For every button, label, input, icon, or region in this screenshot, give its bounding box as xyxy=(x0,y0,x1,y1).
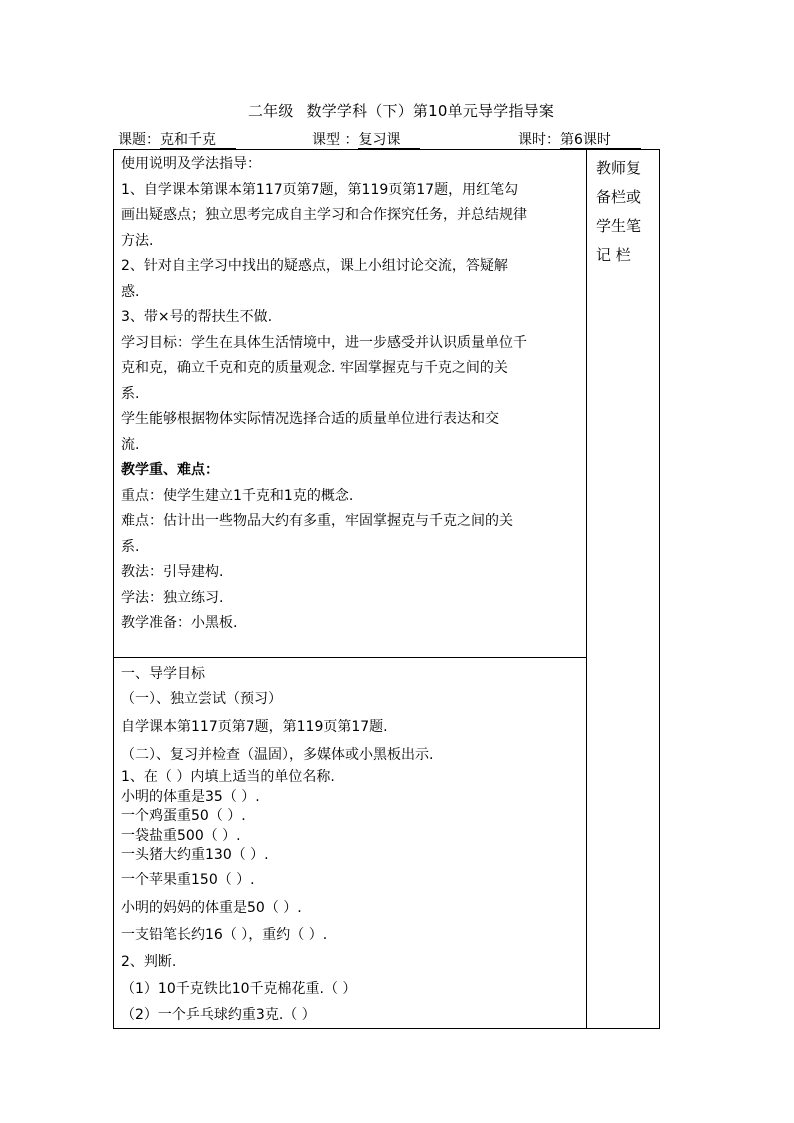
text-line: 惑. xyxy=(121,283,140,300)
document-title xyxy=(0,101,794,121)
text-line: 学习目标：学生在具体生活情境中，进一步感受并认识质量单位千 xyxy=(121,334,527,351)
text-line: 教法：引导建构. xyxy=(121,564,224,580)
text-line: 1、在（ ）内填上适当的单位名称. xyxy=(121,769,335,785)
text-line: 自学课本第117页第7题，第119页第17题. xyxy=(121,719,388,735)
text-line: 2、判断. xyxy=(121,953,177,970)
text-line: 方法. xyxy=(121,232,154,249)
text-line: 难点：估计出一些物品大约有多重，牢固掌握克与千克之间的关 xyxy=(121,513,513,529)
text-line: 一袋盐重500（ ）. xyxy=(121,827,241,844)
key-points-heading: 教学重、难点： xyxy=(121,462,219,478)
lesson-type-value: 复习课 xyxy=(358,132,420,149)
text-line: 1、自学课本第课本第117页第7题，第119页第17题，用红笔勾 xyxy=(121,181,519,198)
text-line: 系. xyxy=(121,538,140,555)
text-line: 小明的妈妈的体重是50（ ）. xyxy=(121,899,302,916)
exercises-row xyxy=(114,658,660,1029)
guide-table xyxy=(113,149,660,1029)
text-line: 流. xyxy=(121,436,140,453)
lesson-period-value: 第6课时 xyxy=(560,132,641,149)
instructions-row xyxy=(114,150,660,658)
instructions-cell xyxy=(114,150,587,658)
text-line: 学生能够根据物体实际情况选择合适的质量单位进行表达和交 xyxy=(121,411,499,427)
text-line: 一支铅笔长约16（ ），重约（ ）. xyxy=(121,926,328,943)
text-line: 一个鸡蛋重50（ ）. xyxy=(121,808,246,825)
lesson-type: 课型 ：复习课 xyxy=(312,131,420,149)
text-line: 小明的体重是35（ ）. xyxy=(121,788,260,805)
lesson-period: 课时：第6课时 xyxy=(518,131,641,149)
text-line: 一、导学目标 xyxy=(121,666,205,682)
text-line: （1）10千克铁比10千克棉花重.（ ） xyxy=(121,980,357,997)
text-line: 一个苹果重150（ ）. xyxy=(121,871,255,888)
notes-label-line: 备栏或 xyxy=(596,188,642,206)
text-line: 画出疑惑点；独立思考完成自主学习和合作探究任务，并总结规律 xyxy=(121,207,527,223)
text-line: （一）、独立尝试（预习） xyxy=(121,691,282,707)
exercises-cell xyxy=(114,658,587,1029)
text-line: 学法：独立练习. xyxy=(121,589,224,606)
grade-label: 二年级 xyxy=(247,102,294,120)
lesson-header xyxy=(118,131,674,149)
notes-label-line: 记 栏 xyxy=(596,246,631,264)
text-line: （2）一个乒乓球约重3克.（ ） xyxy=(121,1006,316,1023)
text-line: 2、针对自主学习中找出的疑惑点，课上小组讨论交流，答疑解 xyxy=(121,258,508,274)
lesson-topic: 课题：克和千克 xyxy=(118,131,236,149)
notes-label-line: 学生笔 xyxy=(596,217,642,235)
text-line: 克和克，确立千克和克的质量观念. 牢固掌握克与千克之间的关 xyxy=(121,360,508,376)
subject-title: 数学学科（下）第10单元导学指导案 xyxy=(306,102,555,120)
notes-column xyxy=(587,150,660,1029)
text-line: （二）、复习并检查（温固），多媒体或小黑板出示. xyxy=(121,747,434,763)
text-line: 教学准备：小黑板. xyxy=(121,615,238,631)
notes-label-line: 教师复 xyxy=(596,159,642,177)
text-line: 一头猪大约重130（ ）. xyxy=(121,847,269,864)
text-line: 使用说明及学法指导： xyxy=(121,156,261,172)
text-line: 重点：使学生建立1千克和1克的概念. xyxy=(121,487,354,504)
lesson-topic-value: 克和千克 xyxy=(160,132,236,149)
text-line: 3、带×号的帮扶生不做. xyxy=(121,309,273,325)
text-line: 系. xyxy=(121,385,140,402)
